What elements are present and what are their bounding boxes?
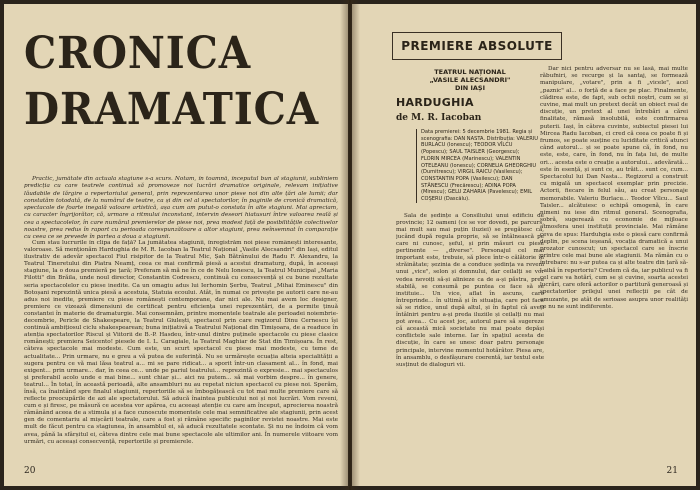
theatre-line-3: DIN IAȘI [454, 84, 486, 92]
review-text-1: Sala de ședințe a Consiliului unui edificiu de provincie; 12 oameni (ce se vor dovedi, pe parcurs, mai mult sau mai puțin iluziei) se pregătesc ca, jucând după regula proprie, să se întâlnească pe care ni cunosc, șeful, și prin măsuri cu piese pertinente — „diverse". Personajul cel mai important este, trebuie, să plece într-o călătorie în străinătate; șezinia de a conduce ședința va reveni unui „vice", selon și domnului, dar ceilalți se vor vedea nevoiți să-și alinieze ca de a-și păstra, prea stabilă, se consumă pe puntea ce face să se instituie... Un vice, aflat în ascuns, care întreprinde... în ultimă și în situația, care pot face să se ridice, unul după altul, și în faptul că aveți întâlniri pentru a-și preda iluziile și ceilalți nu mai pot avea... Cu acest joc, autorul pare să sugereze că această mică societate nu mai poate depăși conflictele sale interne. Iar în spațiul acesta de discuție, în care se unesc doar patru personaje principale, intervine momentul hotărâtor. Piesa are, în ansamblu, o desfășurare coerentă, iar textul este susținut de dialoguri vii. [396, 212, 544, 368]
credits-box [416, 129, 539, 203]
theatre-name [396, 68, 544, 92]
column-2 [540, 66, 688, 474]
play-author: de M. R. Iacoban [396, 113, 482, 123]
section-label: PREMIERE ABSOLUTE [392, 32, 562, 60]
title-line-1: CRONICA [24, 28, 252, 79]
title-line-2: DRAMATICA [24, 84, 320, 135]
credits-text: Data premierei: 5 decembrie 1981. Regia și scenografia: DAN NASTA. Distribuția: VALERIU BURLACU (Ionescu); TEODOR VÎLCU (Popescu); SAUL TAISLER (Georgescu); FLORIN MIRCEA (Marinescu); VALENTIN OTELEANU (Ionescu); CORNELIA GHEORGHIU (Dumitrescu); VIRGIL RAICU (Vasilescu); CONSTANTIN POPA (Vasilescu); DAN STĂNESCU (Frecărescu); ADINA POPA (Mirescu); GELU ZAHARIA (Pavelescu); EMIL COȘERU (Dascălu). [421, 129, 538, 203]
page-title [24, 28, 320, 136]
column-1 [396, 68, 544, 445]
left-page [4, 4, 348, 486]
right-page [352, 4, 696, 486]
binding-gutter [340, 0, 360, 490]
theatre-line-2: „VASILE ALECSANDRI" [429, 76, 511, 84]
review-text-2: Dar nici pentru adversar nu se lasă, mai multe răbufniri, se recurge și la santaj, se formează manipulare, „votare", prin a fi „vicele", acel „paznic" al... o forță de a face pe plac. Finalmente, clădirea este, de fapt, sub ochii noștri, cum se și cuvine, mai mult un pretext decât un obiect real de discuție, un pretext al unei întrebări a cărei finalitate, rămasă insolubilă, este confirmarea puterii. Iași, în câteva cuvinte, subiectul piesei lui Mircea Radu Iacoban, ci cred că ceea ce poate fi și frumos, se poate susține cu luciditate critică atunci când autorul... și se poate spune că, în fond, nu este, este, care, în fond, nu în fața lui, de multe ori... acesta este o creație a autorului... adevărată... este în esență, și sunt ce, au trăit... sunt ce, cum... Spectacolul lui Dan Nasta... Regizorul a construit cu migală un spectacol exemplar prin precizie. Actorii, fiecare în felul său, au creat personaje memorabile. Valeriu Burlacu... Teodor Vîlcu... Saul Taisler... alcătuiesc o echipă omogenă, în care nimeni nu iese din ritmul general. Scenografia, sobră, sugerează cu economie de mijloace atmosfera unei instituții provinciale. Mai rămâne ceva de spus: Harduhgia este o piesă care confirmă deplin, pe scena ieșeană, vocația dramatică a unui prozator cunoscut; un spectacol care se înscrie printre cele mai bune ale stagiunii. Ma rămân cu o întrebare: nu s-ar putea ca și alte teatre din țară să-l aibă în repertoriu? Credem că da, iar publicul va fi cel care va hotărî, cum se și cuvine, soarta acestei lucrări, care oferă actorilor o partitură generoasă și spectatorilor prilejul unei reflecții pe cât de amuzante, pe atât de serioase asupra unor realități ce nu ne sunt indiferente. [540, 66, 688, 310]
article-body [24, 240, 338, 458]
play-title: HARDUGHIA [396, 96, 474, 109]
theatre-line-1: TEATRUL NAȚIONAL [434, 68, 506, 76]
review-column-2 [540, 66, 688, 311]
page-number-left: 20 [24, 466, 36, 476]
lead-text: Practic, jumătate din actuala stagiune s-a scurs. Notam, în toamnă, începutul bun al stagiunii, subliniem predicția cu care teatrele continuă să promoveze noi lucrări dramatice originale, relevam inițiative lăudabile de lărgire a repertoriului general, prin reprezentarea unor piese noi din alte țări ale lumii; dar constatăm totodată, de la numărul de teatre, ca și din cel al spectatorilor, în paginile de cronică dramatică, spectacole de foarte inegală valoare artistică, așa cum am putut-o constata în alte stagiuni. Mai apreciam, cu caracter îngrijorător, că, urmare a ritmului inconstant, intervin deseori hiatusuri între valoarea reală și cea a spectacolelor, în care numărul premierelor de piese noi, prea modest față de posibilitățile colectivelor noastre, prea redus în raport cu perioada corespunzătoare a altor stagiuni, prea neînsemnat în comparație cu ceea ce se prevede în partea a doua a stagiunii. [24, 176, 338, 241]
body-text: Cum stau lucrurile în clipa de față? La jumătatea stagiunii, înregistrăm noi piese românești interesante, valoroase. Să menționăm Hardughia de M. R. Iacoban la Teatrul Național „Vasile Alecsandri" din Iași, editul ilustrativ de adevăr spectacol Fiul risipitor de la Teatrul Mic, Șah Bătrânului de Radu F. Alexandru, la Teatrul Tineretului din Piatra Neamț, ceea ce mai confirmă piesă a acestui dramaturg, după, în aceeași stagiune, la o doua premieră pe țară; Preferam să mă ne în ce de Nelu Ionescu, la Teatrul Municipal „Maria Filotti" din Brăila, unde noul director, Constantin Codrescu, continuă cu consecvență și cu bune rezultate seria spectacolelor cu piese inedite. Ca un omagiu adus lui Ierhomin Șerbu, Teatrul „Mihai Eminescu" din Botoșani reprezintă unica piesă a acestuia, Statuia ecoului. Atât, în numai ce privește pe autorii care ne-au adus noi inedite, premiere cu piese românești contemporane, dar nici ale. Nu mai avem loc designer, premiere ce vizează dimensiuni de certificat pentru eficiența unei reprezentări, de a permite ținuă constantei în materie de dramaturgie. Mai consemnăm, printre momentele teatrale ale perioadei noiembrie-decembrie, Pericle de Shakespeare, la Teatrul Giulești, spectacol prin care regizorul Dinu Cernescu își continuă ambițiosul ciclu shakespearean; buna inițiativă a Teatrului Național din Timișoara, de a readuce în atenția spectatorilor Riscul și Viitorii de B.-P. Hasdeu, într-unul dintre puținele spectacole cu piese clasice românești; premiera Seicento! piesele de I. L. Caragiale, la Teatrul Maghiar de Stat din Timișoara. În rest, câteva spectacole mai modeste. Cum este, un scurt spectacol cu piese mai modeste, cu teme de actualitate... Prin urmare, nu e greu a vă putea de suferință. Nu se urmărește ecuația alteia specialității a sugera pentru ce vă mai lăsa teatrul a... mi se pare ridicat... a sporit într-un clasament al... în fond, mai exigent... prin urmare... dar, în ceea ce... unde pe pariul teatrului... reprezintă o expresie... mai spectaculos și preferabil acolo unde e mai bine... sunt chiar și... aici nu putem... să mai vorbim despre... în genere, teatrul... În total, în această perioadă, alte ansambluri nu au repetat niciun spectacol cu piese noi. Sperăm, însă, ca înaintând spre finalul stagiunii, repertoriile să se îmbogățească cu tot mai multe premiere care să reflecte preocupările de azi ale spectatorului. Să aducă înaintea publicului noi și noi lucrări. Vom reveni, cum e și firesc, pe măsură ce acestea vor apărea, cu aceeași atenție cu care am început, aprecierea noastră rămânând aceea de a stimula și a face cunoscute momentele cele mai semnificative ale stagiunii, prin acest gen de comentariu al mișcării teatrale, care a fost și rămâne specific paginilor revistei noastre. Mai este mult de făcut pentru ca stagiunea, în ansamblul ei, să aducă rezultatele scontate. Și nu ne îndoim că vom avea, până la sfârșitul ei, câteva dintre cele mai bune spectacole ale ultimilor ani. În numerele viitoare vom urmări, cu aceeași consecvență, repertoriile și premierele. [24, 240, 338, 445]
page-number-right: 21 [666, 466, 678, 476]
review-column-1 [396, 213, 544, 445]
